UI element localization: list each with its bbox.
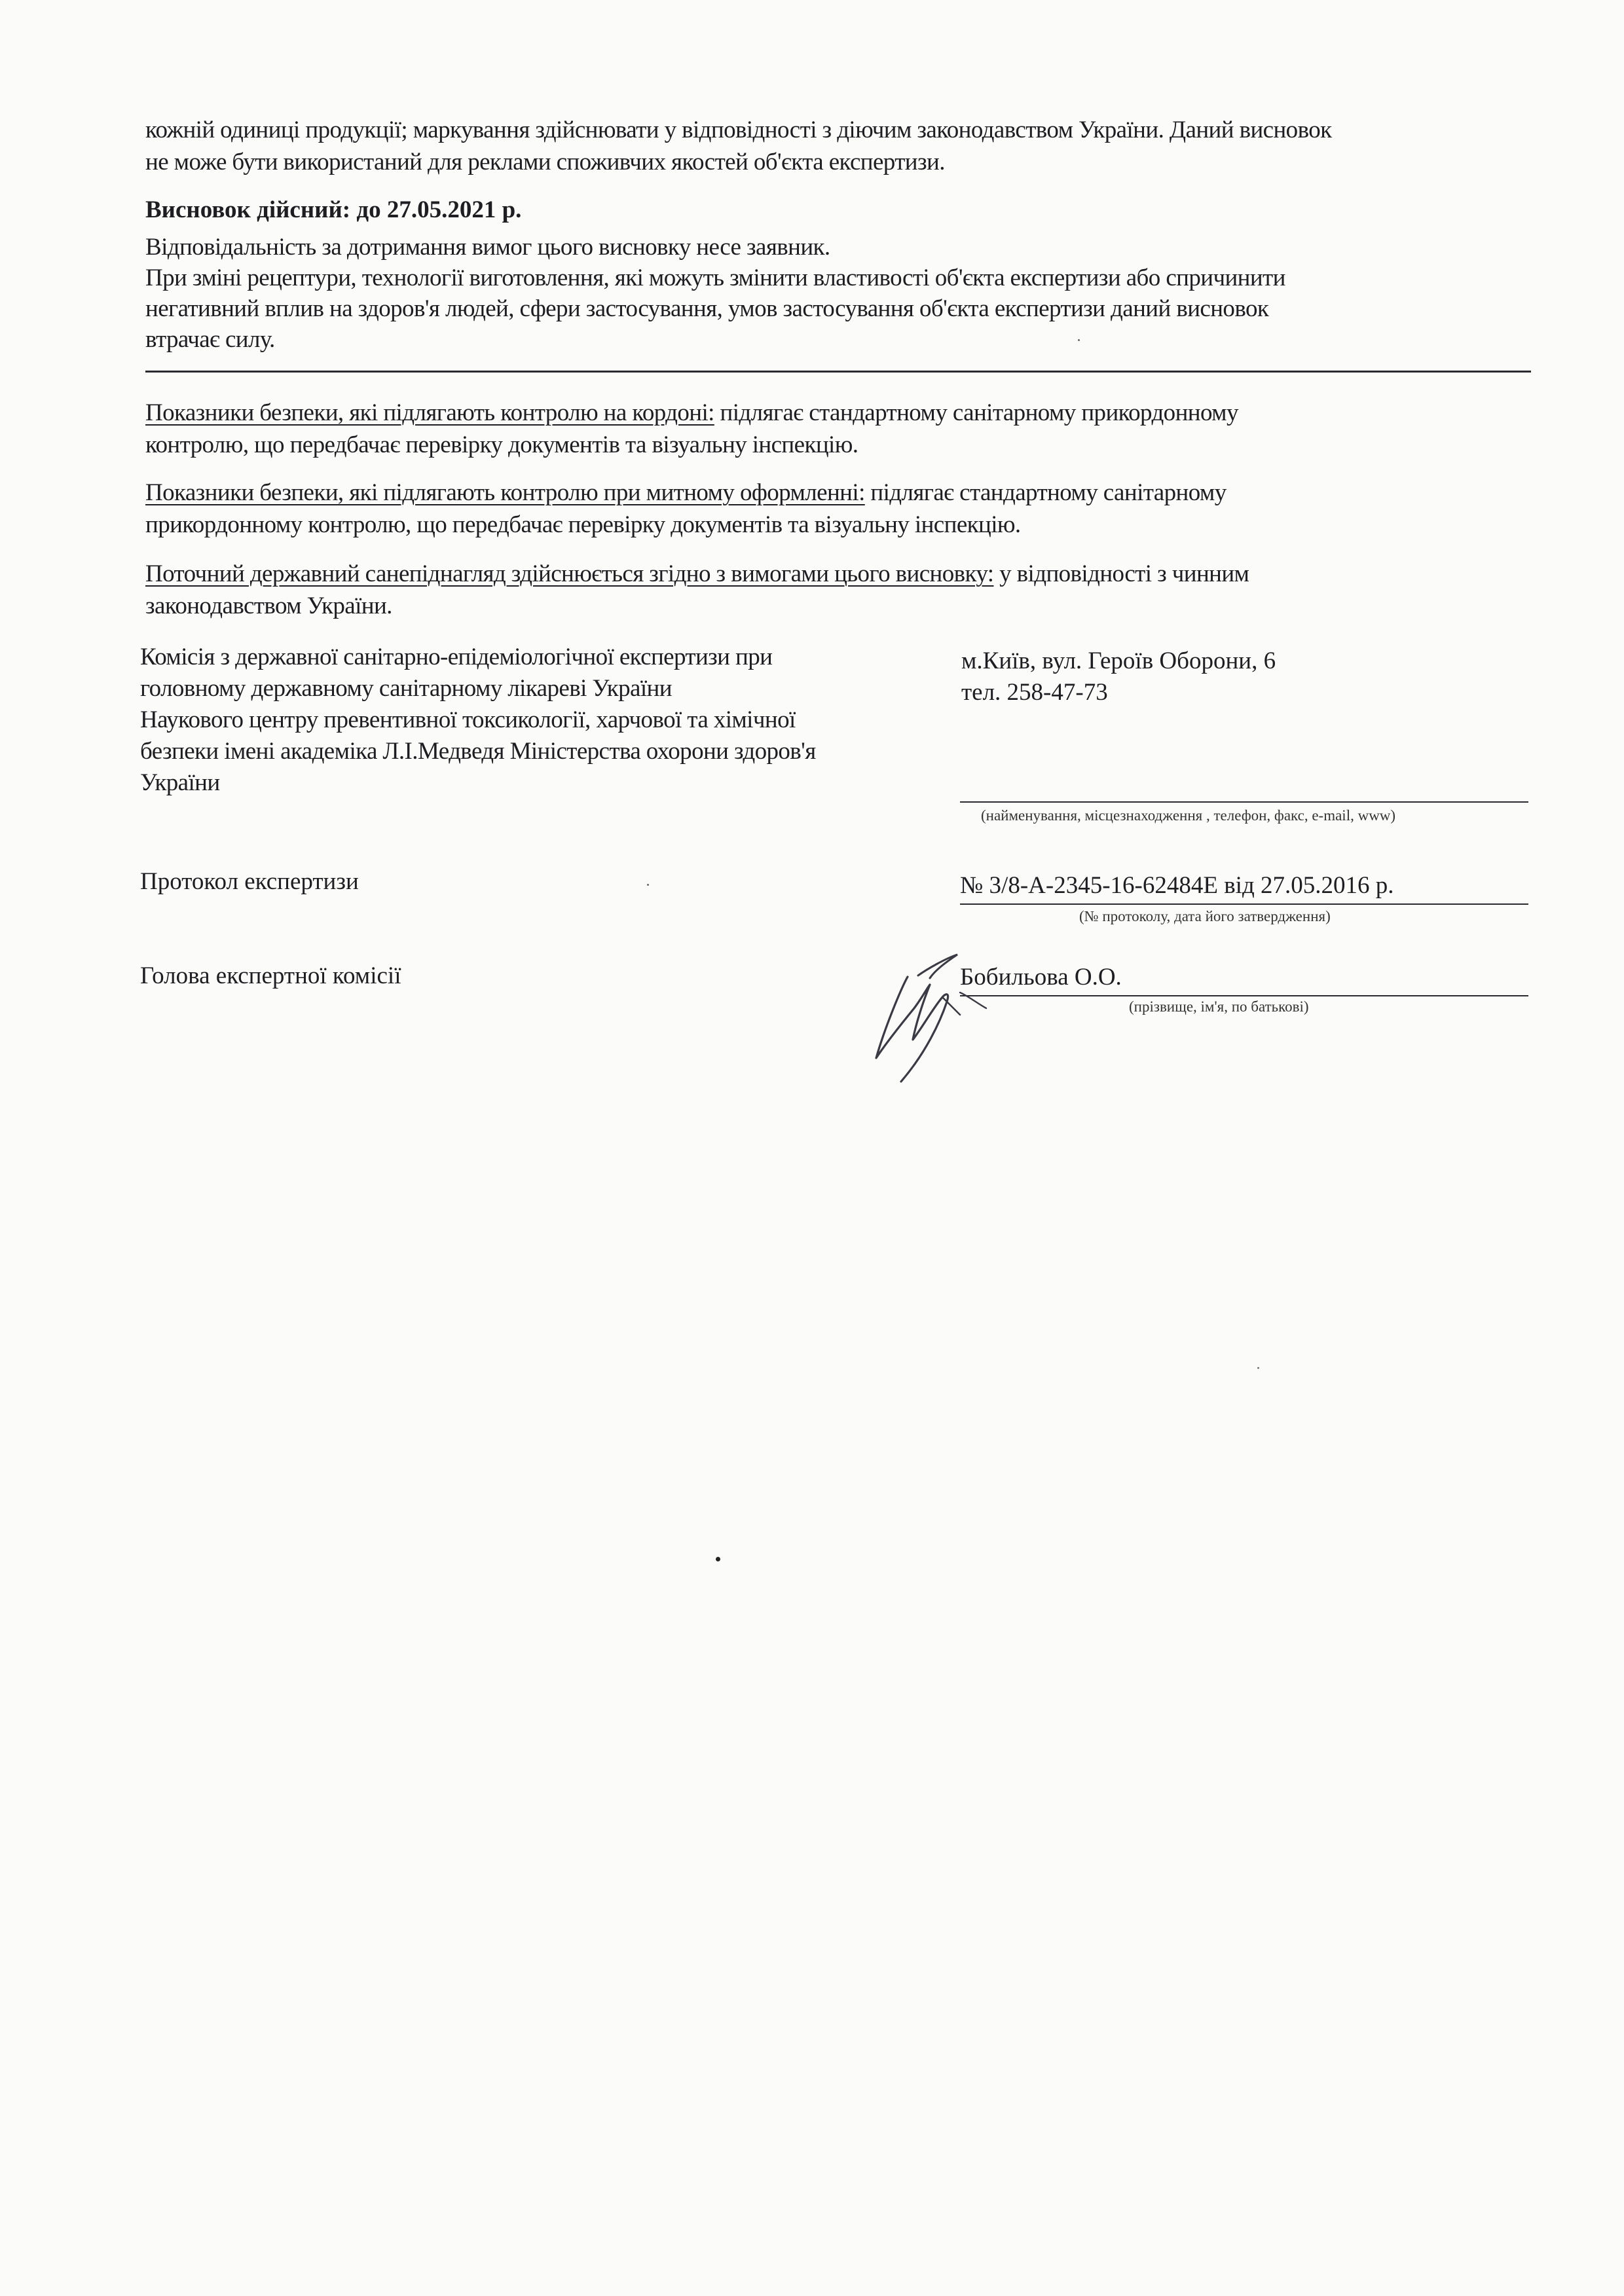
address-caption: (найменування, місцезнаходження , телефон, факс, e-mail, www) xyxy=(981,807,1396,824)
commission-line-2: головному державному санітарному лікареві України xyxy=(140,675,672,702)
responsibility-line-1: Відповідальність за дотримання вимог цього висновку несе заявник. xyxy=(145,234,830,261)
protocol-label: Протокол експертизи xyxy=(140,868,359,895)
head-caption: (прізвище, ім'я, по батькові) xyxy=(1129,998,1309,1015)
border-control-label: Показники безпеки, які підлягають контролю на кордоні: xyxy=(145,399,714,426)
signature-icon xyxy=(862,930,993,1087)
commission-line-3: Наукового центру превентивної токсикології, харчової та хімічної xyxy=(140,706,796,733)
commission-block xyxy=(140,642,952,799)
responsibility-paragraph xyxy=(145,232,1540,355)
commission-line-4: безпеки імені академіка Л.І.Медведя Міністерства охорони здоров'я xyxy=(140,738,816,765)
validity-statement: Висновок дійсний: до 27.05.2021 р. xyxy=(145,196,522,223)
responsibility-line-2: При зміні рецептури, технології виготовлення, які можуть змінити властивості об'єкта експертизи або спричинити xyxy=(145,264,1285,291)
address-underline xyxy=(960,801,1528,803)
head-label: Голова експертної комісії xyxy=(140,962,401,989)
head-name: Бобильова О.О. xyxy=(960,964,1122,991)
protocol-underline xyxy=(960,903,1528,905)
customs-control-paragraph xyxy=(145,477,1540,541)
responsibility-line-4: втрачає силу. xyxy=(145,326,275,353)
address-line-1: м.Київ, вул. Героїв Оборони, 6 xyxy=(961,647,1276,674)
supervision-paragraph xyxy=(145,558,1540,622)
customs-control-text-2: прикордонному контролю, що передбачає перевірку документів та візуальну інспекцію. xyxy=(145,511,1021,538)
protocol-value: № 3/8-А-2345-16-62484Е від 27.05.2016 р. xyxy=(960,872,1394,899)
address-line-2: тел. 258-47-73 xyxy=(961,679,1108,706)
intro-paragraph xyxy=(145,114,1540,178)
customs-control-text-1: підлягає стандартному санітарному xyxy=(864,479,1227,506)
scan-speck xyxy=(716,1557,720,1561)
border-control-paragraph xyxy=(145,397,1540,461)
scan-speck xyxy=(1257,1367,1259,1369)
protocol-caption: (№ протоколу, дата його затвердження) xyxy=(1079,908,1331,924)
head-underline xyxy=(960,995,1528,996)
address-block xyxy=(961,646,1524,708)
supervision-text-2: законодавством України. xyxy=(145,592,392,619)
scan-speck xyxy=(647,884,649,886)
intro-line-1: кожній одиниці продукції; маркування здійснювати у відповідності з діючим законодавством України. Даний висновок xyxy=(145,117,1332,143)
supervision-label: Поточний державний санепіднагляд здійснюється згідно з вимогами цього висновку: xyxy=(145,560,994,587)
border-control-text-1: підлягає стандартному санітарному прикордонному xyxy=(714,399,1238,426)
supervision-text-1: у відповідності з чинним xyxy=(993,560,1249,587)
border-control-text-2: контролю, що передбачає перевірку документів та візуальну інспекцію. xyxy=(145,431,858,458)
commission-line-1: Комісія з державної санітарно-епідеміологічної експертизи при xyxy=(140,644,773,670)
scan-speck xyxy=(1078,339,1080,341)
commission-line-5: України xyxy=(140,769,220,796)
customs-control-label: Показники безпеки, які підлягають контролю при митному оформленні: xyxy=(145,479,865,506)
responsibility-line-3: негативний вплив на здоров'я людей, сфери застосування, умов застосування об'єкта експертизи даний висновок xyxy=(145,295,1269,322)
section-divider xyxy=(145,371,1531,373)
intro-line-2: не може бути використаний для реклами споживчих якостей об'єкта експертизи. xyxy=(145,149,945,175)
